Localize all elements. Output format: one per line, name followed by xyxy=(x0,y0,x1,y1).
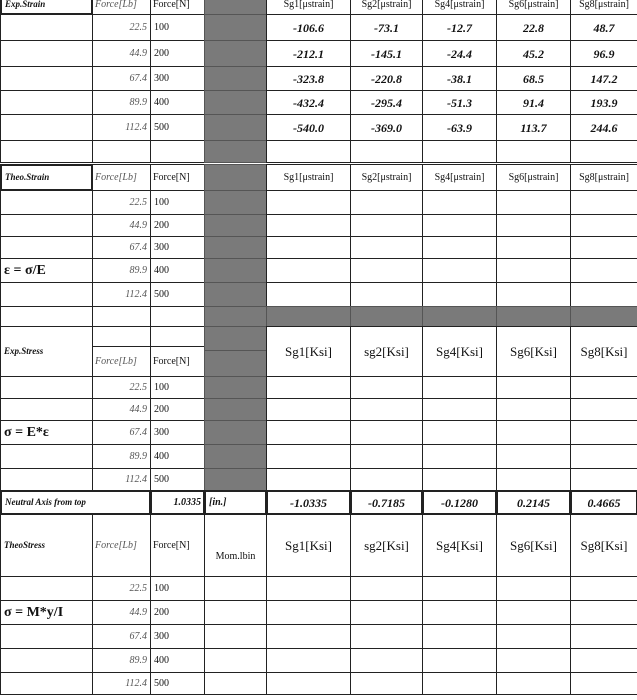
theo-strain-value xyxy=(350,236,423,259)
theo-strain-formula: ε = σ/E xyxy=(0,258,93,283)
theo-strain-value xyxy=(422,282,497,307)
exp-stress-value xyxy=(570,376,637,399)
separator-cell xyxy=(204,90,267,115)
theo-stress-value xyxy=(496,672,571,695)
theo-stress-value xyxy=(422,576,497,601)
exp-strain-value: 22.8 xyxy=(496,14,571,41)
force-lb-cell: 22.5 xyxy=(92,576,151,601)
separator-cell xyxy=(204,282,267,307)
theo-stress-value xyxy=(422,648,497,673)
exp-stress-value xyxy=(570,468,637,491)
separator-cell xyxy=(204,236,267,259)
exp-stress-value xyxy=(496,398,571,421)
moment-value xyxy=(204,648,267,673)
sg-ustrain-header: Sg6[μstrain] xyxy=(496,164,571,191)
separator-cell xyxy=(350,306,423,327)
theo-stress-value xyxy=(266,624,351,649)
theo-strain-value xyxy=(570,214,637,237)
theo-strain-value xyxy=(266,258,351,283)
separator-cell xyxy=(204,14,267,41)
force-lb-cell: 44.9 xyxy=(92,398,151,421)
sg-ksi-header: Sg8[Ksi] xyxy=(570,514,637,577)
row-label-cell xyxy=(0,236,93,259)
exp-stress-value xyxy=(422,468,497,491)
exp-stress-value xyxy=(350,468,423,491)
theo-stress-value xyxy=(350,600,423,625)
separator-cell xyxy=(204,0,267,15)
exp-strain-value: 68.5 xyxy=(496,66,571,91)
exp-stress-value xyxy=(496,420,571,445)
sg-ustrain-header: Sg1[μstrain] xyxy=(266,164,351,191)
force-n-header: Force[N] xyxy=(150,0,205,15)
exp-stress-value xyxy=(570,444,637,469)
sg-ustrain-header: Sg8[μstrain] xyxy=(570,164,637,191)
neutral-axis-y-value: -0.1280 xyxy=(422,490,497,515)
force-lb-cell: 112.4 xyxy=(92,114,151,141)
neutral-axis-y-value: -0.7185 xyxy=(350,490,423,515)
blank-cell xyxy=(92,326,151,347)
force-lb-cell: 89.9 xyxy=(92,444,151,469)
theo-stress-value xyxy=(266,600,351,625)
blank-cell xyxy=(92,140,151,163)
theo-stress-value xyxy=(422,624,497,649)
theo-stress-formula: σ = M*y/I xyxy=(0,600,93,625)
theo-stress-value xyxy=(570,600,637,625)
exp-strain-value: -12.7 xyxy=(422,14,497,41)
row-label-cell xyxy=(0,576,93,601)
force-lb-cell: 112.4 xyxy=(92,672,151,695)
neutral-axis-y-value: 0.2145 xyxy=(496,490,571,515)
row-label-cell xyxy=(0,190,93,215)
exp-stress-value xyxy=(266,398,351,421)
sg-ksi-header: Sg1[Ksi] xyxy=(266,326,351,377)
force-n-cell: 100 xyxy=(150,576,205,601)
separator-cell xyxy=(204,468,267,491)
exp-stress-value xyxy=(422,398,497,421)
force-lb-cell: 112.4 xyxy=(92,282,151,307)
sg-ksi-header: Sg6[Ksi] xyxy=(496,326,571,377)
theo-stress-value xyxy=(350,648,423,673)
row-label-cell xyxy=(0,66,93,91)
theo-strain-value xyxy=(422,190,497,215)
exp-strain-value: -295.4 xyxy=(350,90,423,115)
blank-cell xyxy=(92,306,151,327)
force-n-cell: 200 xyxy=(150,40,205,67)
theo-strain-value xyxy=(496,282,571,307)
exp-stress-value xyxy=(570,420,637,445)
neutral-axis-value: 1.0335 xyxy=(150,490,205,515)
blank-cell xyxy=(266,140,351,163)
separator-cell xyxy=(204,444,267,469)
sg-ksi-header: Sg4[Ksi] xyxy=(422,514,497,577)
theo-strain-value xyxy=(266,214,351,237)
theo-stress-value xyxy=(496,648,571,673)
moment-value xyxy=(204,672,267,695)
theo-strain-value xyxy=(422,236,497,259)
separator-cell xyxy=(204,140,267,163)
force-lb-cell: 44.9 xyxy=(92,600,151,625)
theo-strain-label: Theo.Strain xyxy=(0,164,93,191)
force-lb-cell: 67.4 xyxy=(92,66,151,91)
exp-stress-value xyxy=(496,376,571,399)
force-n-cell: 100 xyxy=(150,14,205,41)
separator-cell xyxy=(422,306,497,327)
sg-ksi-header: Sg6[Ksi] xyxy=(496,514,571,577)
sg-ksi-header: Sg4[Ksi] xyxy=(422,326,497,377)
force-n-cell: 300 xyxy=(150,236,205,259)
theo-strain-value xyxy=(266,282,351,307)
theo-stress-value xyxy=(266,648,351,673)
force-n-cell: 400 xyxy=(150,444,205,469)
theo-stress-value xyxy=(570,672,637,695)
sg-ustrain-header: Sg4[μstrain] xyxy=(422,0,497,15)
separator-cell xyxy=(204,326,267,351)
neutral-axis-y-value: -1.0335 xyxy=(266,490,351,515)
exp-stress-value xyxy=(570,398,637,421)
force-n-cell: 500 xyxy=(150,282,205,307)
row-label-cell xyxy=(0,214,93,237)
blank-cell xyxy=(150,140,205,163)
theo-strain-value xyxy=(496,190,571,215)
row-label-cell xyxy=(0,40,93,67)
exp-stress-value xyxy=(266,444,351,469)
blank-cell xyxy=(0,140,93,163)
theo-strain-value xyxy=(570,190,637,215)
separator-cell xyxy=(570,306,637,327)
separator-cell xyxy=(204,214,267,237)
force-n-cell: 100 xyxy=(150,376,205,399)
moment-value xyxy=(204,600,267,625)
exp-strain-value: -38.1 xyxy=(422,66,497,91)
theo-strain-value xyxy=(350,214,423,237)
exp-strain-value: -432.4 xyxy=(266,90,351,115)
blank-cell xyxy=(150,306,205,327)
exp-strain-value: -369.0 xyxy=(350,114,423,141)
neutral-axis-y-value: 0.4665 xyxy=(570,490,637,515)
exp-strain-value: -73.1 xyxy=(350,14,423,41)
theo-stress-value xyxy=(496,624,571,649)
exp-strain-value: 91.4 xyxy=(496,90,571,115)
force-lb-cell: 67.4 xyxy=(92,420,151,445)
force-n-cell: 400 xyxy=(150,258,205,283)
separator-cell xyxy=(204,66,267,91)
theo-stress-value xyxy=(570,576,637,601)
exp-stress-value xyxy=(422,376,497,399)
exp-strain-value: 147.2 xyxy=(570,66,637,91)
force-lb-cell: 44.9 xyxy=(92,40,151,67)
exp-strain-value: -220.8 xyxy=(350,66,423,91)
row-label-cell xyxy=(0,114,93,141)
force-n-cell: 100 xyxy=(150,190,205,215)
sg-ustrain-header: Sg2[μstrain] xyxy=(350,0,423,15)
theo-stress-value xyxy=(350,624,423,649)
row-label-cell xyxy=(0,444,93,469)
theo-strain-value xyxy=(350,258,423,283)
force-n-header: Force[N] xyxy=(150,164,205,191)
theo-stress-value xyxy=(422,600,497,625)
separator-cell xyxy=(266,306,351,327)
force-n-cell: 500 xyxy=(150,672,205,695)
force-n-cell: 200 xyxy=(150,214,205,237)
separator-cell xyxy=(204,350,267,377)
theo-strain-value xyxy=(266,190,351,215)
exp-strain-value: 244.6 xyxy=(570,114,637,141)
force-n-cell: 300 xyxy=(150,420,205,445)
blank-cell xyxy=(422,140,497,163)
force-lb-cell: 44.9 xyxy=(92,214,151,237)
force-lb-header: Force[Lb] xyxy=(92,346,151,377)
row-label-cell xyxy=(0,624,93,649)
separator-cell xyxy=(204,420,267,445)
blank-cell xyxy=(0,306,93,327)
exp-stress-value xyxy=(422,444,497,469)
force-lb-cell: 89.9 xyxy=(92,648,151,673)
sg-ksi-header: sg2[Ksi] xyxy=(350,514,423,577)
force-lb-cell: 89.9 xyxy=(92,258,151,283)
row-label-cell xyxy=(0,90,93,115)
exp-stress-value xyxy=(266,420,351,445)
row-label-cell xyxy=(0,282,93,307)
exp-strain-value: -51.3 xyxy=(422,90,497,115)
force-lb-cell: 89.9 xyxy=(92,90,151,115)
force-n-cell: 200 xyxy=(150,398,205,421)
theo-strain-value xyxy=(496,258,571,283)
force-n-cell: 400 xyxy=(150,90,205,115)
theo-strain-value xyxy=(422,258,497,283)
moment-header: Mom.lbin xyxy=(204,514,267,577)
exp-stress-value xyxy=(350,420,423,445)
exp-strain-value: -63.9 xyxy=(422,114,497,141)
exp-strain-value: -212.1 xyxy=(266,40,351,67)
theo-stress-value xyxy=(266,672,351,695)
separator-cell xyxy=(204,164,267,191)
exp-strain-value: -540.0 xyxy=(266,114,351,141)
exp-strain-value: 96.9 xyxy=(570,40,637,67)
moment-value xyxy=(204,576,267,601)
force-lb-header: Force[Lb] xyxy=(92,514,151,577)
theo-strain-value xyxy=(496,236,571,259)
theo-stress-value xyxy=(266,576,351,601)
separator-cell xyxy=(496,306,571,327)
force-n-header: Force[N] xyxy=(150,346,205,377)
separator-cell xyxy=(204,40,267,67)
force-n-cell: 500 xyxy=(150,114,205,141)
force-n-cell: 300 xyxy=(150,624,205,649)
exp-stress-value xyxy=(422,420,497,445)
force-lb-cell: 112.4 xyxy=(92,468,151,491)
sg-ustrain-header: Sg6[μstrain] xyxy=(496,0,571,15)
blank-cell xyxy=(570,140,637,163)
exp-strain-value: -24.4 xyxy=(422,40,497,67)
force-n-cell: 400 xyxy=(150,648,205,673)
exp-stress-value xyxy=(350,444,423,469)
theo-strain-value xyxy=(266,236,351,259)
theo-strain-value xyxy=(570,236,637,259)
theo-stress-value xyxy=(496,576,571,601)
force-lb-cell: 22.5 xyxy=(92,14,151,41)
force-lb-header: Force[Lb] xyxy=(92,0,151,15)
row-label-cell xyxy=(0,398,93,421)
exp-strain-value: 48.7 xyxy=(570,14,637,41)
sg-ksi-header: sg2[Ksi] xyxy=(350,326,423,377)
theo-strain-value xyxy=(570,258,637,283)
force-n-cell: 500 xyxy=(150,468,205,491)
row-label-cell xyxy=(0,672,93,695)
separator-cell xyxy=(204,398,267,421)
moment-value xyxy=(204,624,267,649)
theo-strain-value xyxy=(350,190,423,215)
exp-stress-value xyxy=(266,468,351,491)
theo-stress-value xyxy=(570,648,637,673)
sg-ustrain-header: Sg1[μstrain] xyxy=(266,0,351,15)
sg-ustrain-header: Sg2[μstrain] xyxy=(350,164,423,191)
theo-stress-value xyxy=(350,672,423,695)
theo-strain-value xyxy=(350,282,423,307)
theo-stress-value xyxy=(350,576,423,601)
theo-stress-value xyxy=(570,624,637,649)
separator-cell xyxy=(204,114,267,141)
exp-strain-value: 193.9 xyxy=(570,90,637,115)
sg-ustrain-header: Sg8[μstrain] xyxy=(570,0,637,15)
theo-stress-label: TheoStress xyxy=(0,514,93,577)
sg-ustrain-header: Sg4[μstrain] xyxy=(422,164,497,191)
row-label-cell xyxy=(0,14,93,41)
exp-stress-value xyxy=(496,468,571,491)
row-label-cell xyxy=(0,468,93,491)
separator-cell xyxy=(204,376,267,399)
exp-strain-value: 113.7 xyxy=(496,114,571,141)
force-lb-cell: 67.4 xyxy=(92,624,151,649)
exp-strain-value: -106.6 xyxy=(266,14,351,41)
theo-strain-value xyxy=(422,214,497,237)
force-n-cell: 200 xyxy=(150,600,205,625)
blank-cell xyxy=(150,326,205,347)
exp-strain-label: Exp.Strain xyxy=(0,0,93,15)
neutral-axis-label: Neutral Axis from top xyxy=(0,490,151,515)
force-lb-header: Force[Lb] xyxy=(92,164,151,191)
theo-stress-value xyxy=(422,672,497,695)
exp-stress-formula: σ = E*ε xyxy=(0,420,93,445)
neutral-axis-unit: [in.] xyxy=(204,490,267,515)
exp-strain-value: -323.8 xyxy=(266,66,351,91)
separator-cell xyxy=(204,190,267,215)
force-lb-cell: 22.5 xyxy=(92,376,151,399)
exp-strain-value: 45.2 xyxy=(496,40,571,67)
force-n-cell: 300 xyxy=(150,66,205,91)
force-n-header: Force[N] xyxy=(150,514,205,577)
separator-cell xyxy=(204,306,267,327)
exp-stress-value xyxy=(496,444,571,469)
blank-cell xyxy=(496,140,571,163)
force-lb-cell: 67.4 xyxy=(92,236,151,259)
exp-stress-value xyxy=(350,376,423,399)
exp-stress-value xyxy=(350,398,423,421)
theo-stress-value xyxy=(496,600,571,625)
exp-strain-value: -145.1 xyxy=(350,40,423,67)
sg-ksi-header: Sg8[Ksi] xyxy=(570,326,637,377)
force-lb-cell: 22.5 xyxy=(92,190,151,215)
sg-ksi-header: Sg1[Ksi] xyxy=(266,514,351,577)
exp-stress-value xyxy=(266,376,351,399)
separator-cell xyxy=(204,258,267,283)
blank-cell xyxy=(350,140,423,163)
exp-stress-label: Exp.Stress xyxy=(0,326,93,377)
row-label-cell xyxy=(0,648,93,673)
theo-strain-value xyxy=(496,214,571,237)
row-label-cell xyxy=(0,376,93,399)
theo-strain-value xyxy=(570,282,637,307)
